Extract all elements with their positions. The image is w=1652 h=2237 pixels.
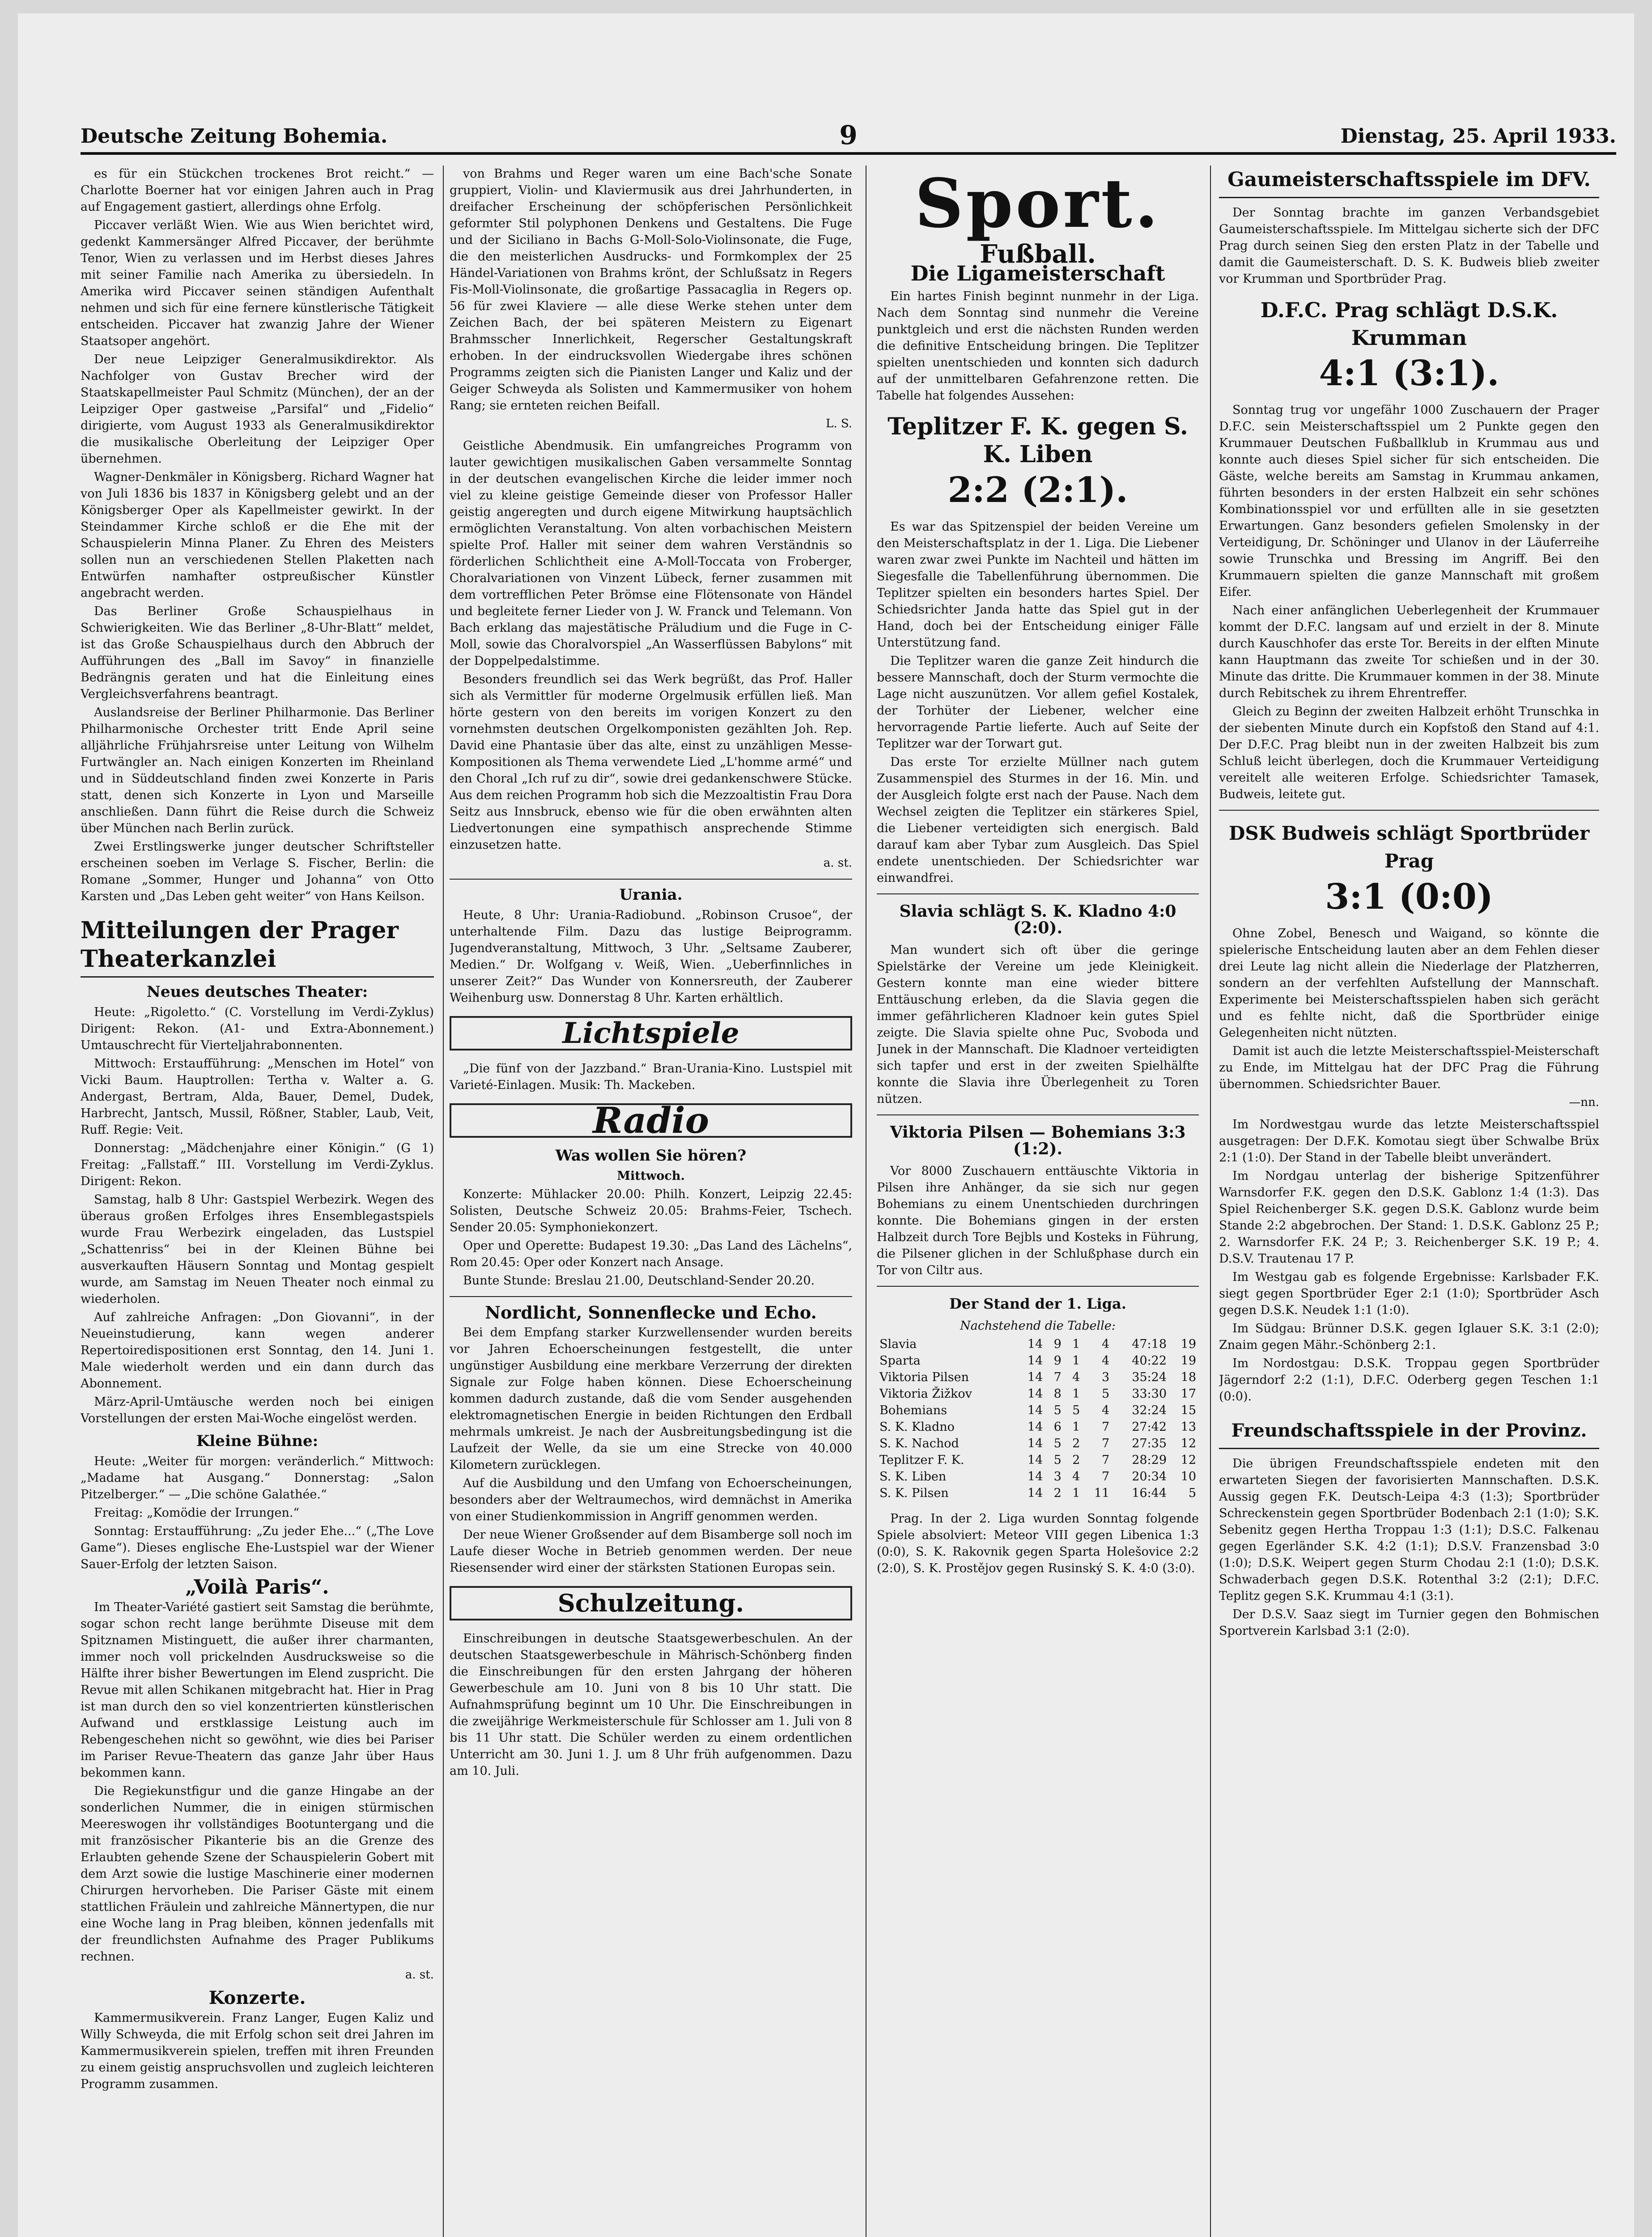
table-row — [877, 1402, 1199, 1419]
gaumeister-heading: Gaumeisterschaftsspiele im DFV. — [1219, 166, 1599, 198]
stat-cell: 4 — [1072, 1470, 1080, 1484]
article-paragraph: Auf die Ausbildung und den Umfang von Echoerscheinungen, besonders aber der Weltraumechos, wird demnächst in Amerika von einer Studienkommission in Angriff genommen werden. — [450, 1476, 852, 1523]
schulzeitung-heading: Schulzeitung. — [450, 1586, 852, 1620]
column-rule — [443, 166, 444, 2237]
stat-cell: 33:30 — [1132, 1387, 1167, 1401]
table-row — [877, 1435, 1199, 1452]
stat-cell: 7 — [1102, 1420, 1110, 1434]
stat-cell: 14 — [1027, 1420, 1043, 1434]
article-paragraph: Heute: „Rigoletto.“ (C. Vorstellung im Verdi-Zyklus) Dirigent: Rekon. (A1- und Extra-Abonnement.) Umtauschrecht für Vierteljahrabonnenten. — [81, 1005, 434, 1052]
article-paragraph: Besonders freundlich sei das Werk begrüßt, das Prof. Haller sich als Vermittler für moderne Orgelmusik erfüllen ließ. Man hörte gestern von den bereits im vorigen Konzert zu den vornehmsten deutschen Orgelkomponisten gezählten Joh. Rep. David eine Phantasie über das alte, einst zu unzähligen Messe-Kompositionen als Thema verwendete Lied „L'homme armé“ und den Choral „Ich ruf zu dir“, sowie drei gedankenschwere Stücke. Aus dem reichen Programm hob sich die Mezzoaltistin Frau Dora Seitz aus Innsbruck, ebenso wie für die oben erwähnten alten Liedvertonungen eine sympathisch ansprechende Stimme einzusetzen hatte. — [450, 672, 852, 852]
stat-cell: 27:42 — [1132, 1420, 1167, 1434]
article-paragraph: Die übrigen Freundschaftsspiele endeten mit den erwarteten Siegen der favorisierten Mannschaften. D.S.K. Aussig gegen F.K. Deutsch-Leipa 4:3 (1:3); Sportbrüder Schreckenstein gegen Sportbrüder Bodenbach 2:1 (1:0); S.K. Sebenitz gegen Hertha Troppau 1:3 (1:1); D.S.C. Falkenau gegen Egerländer S.K. 4:2 (1:1); D.S.V. Franzensbad 3:0 (1:0); D.S.K. Weipert gegen Sturm Chodau 2:1 (1:0); D.S.K. Schwaderbach gegen D.S.K. Rotenthal 3:2 (2:1); D.F.C. Teplitz gegen S.K. Krummau 4:1 (3:1). — [1219, 1457, 1599, 1603]
article-paragraph: Geistliche Abendmusik. Ein umfangreiches Programm von lauter gewichtigen musikalischen Gaben versammelte Sonntag in der deutschen evangelischen Kirche die leider immer noch viel zu kleine geistige Gemeinde dieser von Professor Haller geistig angeregten und durch eigene Mitwirkung hauptsächlich ermöglichten Veranstaltung. Von alten vorbachischen Meistern spielte Prof. Haller mit seiner dem wahren Verständnis so förderlichen Schlichtheit eine A-Moll-Toccata von Froberger, Choralvariationen von Vinzent Lübeck, ferner zusammen mit dem vortrefflichen Peter Brömse eine Flötensonate von Händel und begleitete ferner Lieder von J. W. Franck und Telemann. Von Bach erklang das majestätische Präludium und die Fuge in C-Moll, sowie das Choralvorspiel „An Wasserflüssen Babylons“ mit der Doppelpedalstimme. — [450, 439, 852, 668]
article-paragraph: Damit ist auch die letzte Meisterschaftsspiel-Meisterschaft zu Ende, im Mittelgau hat der DFC Prag die Führung übernommen. Schiedsrichter Bauer. — [1219, 1044, 1599, 1091]
stat-cell: 19 — [1181, 1337, 1196, 1351]
stat-cell: 14 — [1027, 1470, 1043, 1484]
newspaper-page — [18, 13, 1634, 2237]
sport-subheading: Fußball. — [980, 239, 1096, 269]
article-paragraph: Zwei Erstlingswerke junger deutscher Schriftsteller erscheinen soeben im Verlage S. Fischer, Berlin: die Romane „Sommer, Hunger und Johanna“ von Otto Karsten und „Das Leben geht weiter“ von Hans Keilson. — [81, 840, 434, 903]
lichtspiele-heading: Lichtspiele — [450, 1016, 852, 1050]
author-signature: a. st. — [823, 856, 852, 870]
theater-heading: Mitteilungen der Prager Theaterkanzlei — [81, 916, 434, 978]
stat-cell: 28:29 — [1132, 1453, 1167, 1467]
paris-heading: „Voilà Paris“. — [185, 1576, 329, 1599]
stat-cell: 27:35 — [1132, 1437, 1167, 1450]
friendly-heading: Freundschaftsspiele in der Provinz. — [1219, 1416, 1599, 1449]
stat-cell: 1 — [1072, 1337, 1080, 1351]
article-paragraph: „Die fünf von der Jazzband.“ Bran-Urania-Kino. Lustspiel mit Varieté-Einlagen. Musik: Th. Mackeben. — [450, 1062, 852, 1092]
stat-cell: 40:22 — [1132, 1354, 1167, 1368]
article-paragraph: Im Südgau: Brünner D.S.K. gegen Iglauer S.K. 3:1 (2:0); Znaim gegen Mähr.-Schönberg 2:1. — [1219, 1322, 1599, 1352]
stat-cell: 4 — [1072, 1370, 1080, 1384]
stat-cell: 12 — [1181, 1437, 1196, 1450]
stat-cell: 11 — [1094, 1486, 1110, 1500]
column-3 — [877, 166, 1199, 2237]
article-paragraph: Im Nordostgau: D.S.K. Troppau gegen Sportbrüder Jägerndorf 2:2 (1:1), D.F.C. Oderberg gegen Teschen 1:1 (0:0). — [1219, 1357, 1599, 1403]
column-1 — [81, 166, 434, 2237]
stat-cell: 1 — [1072, 1486, 1080, 1500]
article-paragraph: Donnerstag: „Mädchenjahre einer Königin.“ (G 1) Freitag: „Fallstaff.“ III. Vorstellung im Verdi-Zyklus. Dirigent: Rekon. — [81, 1141, 434, 1188]
stat-cell: 5 — [1188, 1486, 1196, 1500]
team-name-cell: S. K. Pilsen — [879, 1486, 949, 1500]
table-row — [877, 1485, 1199, 1501]
small-stage-heading: Kleine Bühne: — [196, 1432, 319, 1450]
article-paragraph: Der neue Leipziger Generalmusikdirektor. Als Nachfolger von Gustav Brecher wird der Staatskapellmeister Paul Schmitz (München), der an der Leipziger Oper gastweise „Parsifal“ und „Fidelio“ dirigierte, vom August 1933 als Generalmusikdirektor die musikalische Oberleitung der Leipziger Oper übernehmen. — [81, 353, 434, 466]
stat-cell: 47:18 — [1132, 1337, 1167, 1351]
team-name-cell: S. K. Nachod — [879, 1437, 959, 1450]
stat-cell: 7 — [1102, 1470, 1110, 1484]
article-paragraph: Gleich zu Beginn der zweiten Halbzeit erhöht Trunschka in der siebenten Minute durch ein Kopfstoß den Stand auf 4:1. Der D.F.C. Prag bleibt nun in der zweiten Halbzeit bis zum Schluß leicht überlegen, doch die Krummauer Verteidigung vereitelt alle weiteren Erfolge. Schiedsrichter Tamasek, Budweis, leitete gut. — [1219, 705, 1599, 801]
article-paragraph: Die Teplitzer waren die ganze Zeit hindurch die bessere Mannschaft, doch der Sturm vermochte die Lage nicht auszunützen. Vor allem gefiel Kostalek, der Torhüter der Liebener, welcher eine hervorragende Partie lieferte. Auch auf Seite der Teplitzer war der Torwart gut. — [877, 654, 1199, 751]
stat-cell: 7 — [1102, 1453, 1110, 1467]
stat-cell: 2 — [1053, 1486, 1062, 1500]
radio-item: Bunte Stunde: Breslau 21.00, Deutschland-Sender 20.20. — [463, 1274, 815, 1288]
article-paragraph: Bei dem Empfang starker Kurzwellensender wurden bereits vor Jahren Echoerscheinungen festgestellt, die unter ungünstiger Ausbildung eine merkbare Verzerrung der direkten Signale zur Folge haben können. Diese Echoerscheinung kommen dadurch zustande, daß die vom Sender ausgehenden elektromagnetischen Energie in beiden Richtungen den Erdball mehrmals umkreist. Je nach der Ausbreitungsbedingung ist die Laufzeit der Welle, da sie um eine Strecke von 40.000 Kilometern zurücklegen. — [450, 1326, 852, 1472]
article-paragraph: es für ein Stückchen trockenes Brot reicht.“ — Charlotte Boerner hat vor einigen Jahren auch in Prag auf Engagement gastiert, allerdings ohne Erfolg. — [81, 167, 434, 214]
issue-date: Dienstag, 25. April 1933. — [1340, 125, 1616, 148]
article-paragraph: Einschreibungen in deutsche Staatsgewerbeschulen. An der deutschen Staatsgewerbeschule in Mährisch-Schönberg finden die Einschreibungen für den ersten Jahrgang der höheren Gewerbeschule am 10. Juni von 8 bis 10 Uhr statt. Die Aufnahmsprüfung beginnt um 10 Uhr. Die Einschreibungen in die zweijährige Werkmeisterschule für Schlosser am 1. Juli von 8 bis 11 Uhr statt. Die Schüler werden zu einem ordentlichen Unterricht am 30. Juni 1. J. um 8 Uhr früh aufgenommen. Dazu am 10. Juli. — [450, 1632, 852, 1778]
article-paragraph: Auf zahlreiche Anfragen: „Don Giovanni“, in der Neueinstudierung, kann wegen anderer Repertoiredispositionen erst Sonntag, den 14. Juni 1. Male wiederholt werden und ein dann durch das Abonnement. — [81, 1310, 434, 1391]
stat-cell: 10 — [1181, 1470, 1196, 1484]
stat-cell: 9 — [1053, 1354, 1062, 1368]
stat-cell: 14 — [1027, 1453, 1043, 1467]
column-rule — [1210, 166, 1211, 2237]
stat-cell: 15 — [1181, 1403, 1196, 1417]
article-paragraph: Heute, 8 Uhr: Urania-Radiobund. „Robinson Crusoe“, der unterhaltende Film. Dazu das lustige Beiprogramm. Jugendveranstaltung, Mittwoch, 3 Uhr. „Seltsame Zauberer, Medien.“ Dr. Wolfgang v. Weiß, Wien. „Ueberfinnliches in unserer Zeit?“ Das Wunder von Konnersreuth, der Zauberer Weihenburg usw. Donnerstag 8 Uhr. Karten erhältlich. — [450, 908, 852, 1005]
match-heading: Viktoria Pilsen — Bohemians 3:3 (1:2). — [890, 1123, 1186, 1158]
team-name-cell: Sparta — [879, 1354, 921, 1368]
stat-cell: 32:24 — [1132, 1403, 1167, 1417]
author-signature: —nn. — [1569, 1096, 1599, 1109]
stat-cell: 9 — [1053, 1337, 1062, 1351]
radio-subheading: Was wollen Sie hören? — [555, 1147, 747, 1165]
liga-heading: Die Ligameisterschaft — [910, 261, 1165, 285]
stat-cell: 5 — [1053, 1453, 1062, 1467]
newspaper-title: Deutsche Zeitung Bohemia. — [81, 125, 388, 148]
stat-cell: 3 — [1053, 1470, 1062, 1484]
article-paragraph: Piccaver verläßt Wien. Wie aus Wien berichtet wird, gedenkt Kammersänger Alfred Piccaver, der berühmte Tenor, Wien zu verlassen und im Herbst dieses Jahres mit seiner Familie nach Amerika zu übersiedeln. In Amerika wird Piccaver seinen ständigen Aufenthalt nehmen und sich für eine fernere künstlerische Tätigkeit entscheiden. Piccaver hat zwanzig Jahre der Wiener Staatsoper angehört. — [81, 218, 434, 348]
stat-cell: 20:34 — [1132, 1470, 1167, 1484]
stat-cell: 5 — [1053, 1403, 1062, 1417]
table-row — [877, 1352, 1199, 1369]
section-divider — [1219, 810, 1599, 811]
article-paragraph: Im Nordwestgau wurde das letzte Meisterschaftsspiel ausgetragen: Der D.F.K. Komotau siegt über Schwalbe Brüx 2:1 (1:0). Der Stand in der Tabelle bleibt unverändert. — [1219, 1118, 1599, 1165]
stat-cell: 35:24 — [1132, 1370, 1167, 1384]
article-paragraph: Der D.S.V. Saaz siegt im Turnier gegen den Bohmischen Sportverein Karlsbad 3:1 (2:0). — [1219, 1608, 1599, 1638]
column-4 — [1219, 166, 1599, 2237]
match-heading: Teplitzer F. K. gegen S. K. Liben — [888, 413, 1188, 468]
team-name-cell: Viktoria Pilsen — [879, 1370, 969, 1384]
table-heading: Der Stand der 1. Liga. — [949, 1295, 1126, 1312]
league-table — [877, 1336, 1199, 1501]
table-row — [877, 1419, 1199, 1435]
article-paragraph: Nach einer anfänglichen Ueberlegenheit der Krummauer kommt der D.F.C. langsam auf und erzielt in der 8. Minute durch Kauschhofer das erste Tor. Bereits in der elften Minute kann Hauptmann das zweite Tor schießen und in der 30. Minute das dritte. Die Krummauer kommen in der 38. Minute durch Rebitschek zu ihrem Ehrentreffer. — [1219, 604, 1599, 700]
radio-heading: Radio — [450, 1103, 852, 1138]
article-paragraph: Vor 8000 Zuschauern enttäuschte Viktoria in Pilsen ihre Anhänger, da sie sich nur gegen Bohemians zu einem Unentschieden durchringen konnte. Die Bohemians gingen in der ersten Halbzeit durch Tore Bejbls und Kosteks in Führung, die Pilsener glichen in der Schlußphase durch ein Tor von Ciltr aus. — [877, 1164, 1199, 1277]
author-signature: L. S. — [826, 417, 852, 430]
nordlicht-heading: Nordlicht, Sonnenflecke und Echo. — [485, 1302, 817, 1323]
stat-cell: 6 — [1053, 1420, 1062, 1434]
article-paragraph: Die Regiekunstfigur und die ganze Hingabe an der sonderlichen Nummer, die in einigen stürmischen Meereswogen ihr vollständiges Bootuntergang und die mit französischer Pikanterie bis an die Grenze des Erlaubten gehende Szene der Schauspielerin Gobert mit dem Arzt sowie die lustige Maschinerie einer modernen Chirurgen hervorheben. Die Pariser Gäste mit einem stattlichen Fräulein und zahlreiche Männertypen, die nur eine Woche lang in Prag bleiben, können jedenfalls mit der freundlichsten Aufnahme des Prager Publikums rechnen. — [81, 1784, 434, 1964]
stat-cell: 14 — [1027, 1437, 1043, 1450]
stat-cell: 5 — [1053, 1437, 1062, 1450]
radio-item: Oper und Operette: Budapest 19.30: „Das Land des Lächelns“, Rom 20.45: Oper oder Konzert nach Ansage. — [450, 1239, 852, 1269]
konzerte-heading: Konzerte. — [208, 1987, 306, 2008]
stat-cell: 14 — [1027, 1486, 1043, 1500]
sport-section-title: Sport. — [915, 166, 1161, 243]
stat-cell: 5 — [1072, 1403, 1080, 1417]
article-paragraph: Heute: „Weiter für morgen: veränderlich.“ Mittwoch: „Madame hat Ausgang.“ Donnerstag: „Salon Pitzelberger.“ — „Die schöne Galathée.“ — [81, 1454, 434, 1501]
match-heading: D.F.C. Prag schlägt D.S.K. Krumman — [1260, 298, 1558, 350]
section-divider — [877, 1286, 1199, 1287]
match-score: 3:1 (0:0) — [1325, 876, 1493, 917]
page-number: 9 — [839, 120, 858, 150]
table-subheading: Nachstehend die Tabelle: — [960, 1319, 1116, 1333]
stat-cell: 4 — [1102, 1403, 1110, 1417]
stat-cell: 1 — [1072, 1387, 1080, 1401]
article-paragraph: Samstag, halb 8 Uhr: Gastspiel Werbezirk. Wegen des überaus großen Erfolges ihres Ensemblegastspiels wurde Frau Werbezirk eingeladen, das Lustspiel „Schattenriss“ bei in der Kleinen Bühne bei ausverkauften Häusern Sonntag und Montag gespielt wurde, am Samstag im Neuen Theater noch einmal zu wiederholen. — [81, 1193, 434, 1306]
table-row — [877, 1336, 1199, 1352]
stat-cell: 14 — [1027, 1337, 1043, 1351]
article-paragraph: Auslandsreise der Berliner Philharmonie. Das Berliner Philharmonische Orchester tritt Ende April seine alljährliche Frühjahrsreise unter Leitung von Wilhelm Furtwängler an. Nach einigen Konzerten im Rheinland und in Süddeutschland finden zwei Konzerte in Paris statt, denen sich Konzerte in Lyon und Marseille anschließen. Dann führt die Reise durch die Schweiz über München nach Berlin zurück. — [81, 706, 434, 835]
table-row — [877, 1468, 1199, 1485]
table-row — [877, 1452, 1199, 1468]
article-paragraph: Im Theater-Variété gastiert seit Samstag die berühmte, sogar schon recht lange berühmte Diseuse mit dem Spitznamen Mistinguett, die außer ihrer charmanten, immer noch voll prickelnden Ausdrucksweise so die Hälfte ihrer bisher Bewertungen im Elend zuspricht. Die Revue mit allen Schikanen mitgebracht hat. Hier in Prag ist man durch den so viel konzentrierten künstlerischen Aufwand und erstklassige Leistung auch im Rebengeschehen nicht so gewöhnt, wie dies bei Pariser im Pariser Revue-Theatern das ganze Jahr über Haus bekommen kann. — [81, 1600, 434, 1780]
team-name-cell: Slavia — [879, 1337, 917, 1351]
match-score: 4:1 (3:1). — [1319, 353, 1499, 394]
stat-cell: 2 — [1072, 1437, 1080, 1450]
stat-cell: 14 — [1027, 1370, 1043, 1384]
radio-item: Konzerte: Mühlacker 20.00: Philh. Konzert, Leipzig 22.45: Solisten, Deutsche Schweiz 20.05: Brahms-Feier, Tschech. Sender 20.05: Symphoniekonzert. — [450, 1187, 852, 1234]
article-paragraph: Im Westgau gab es folgende Ergebnisse: Karlsbader F.K. siegt gegen Sportbrüder Eger 2:1 (1:0); Sportbrüder Asch gegen D.S.K. Neudek 1:1 (1:0). — [1219, 1270, 1599, 1317]
stat-cell: 4 — [1102, 1337, 1110, 1351]
stat-cell: 18 — [1181, 1370, 1196, 1384]
stat-cell: 5 — [1102, 1387, 1110, 1401]
masthead — [81, 121, 1616, 155]
stat-cell: 14 — [1027, 1387, 1043, 1401]
team-name-cell: Bohemians — [879, 1403, 947, 1417]
column-2 — [450, 166, 852, 2237]
stat-cell: 3 — [1102, 1370, 1110, 1384]
theater-subheading: Neues deutsches Theater: — [146, 983, 368, 1001]
stat-cell: 12 — [1181, 1453, 1196, 1467]
section-divider — [877, 893, 1199, 894]
article-paragraph: Kammermusikverein. Franz Langer, Eugen Kaliz und Willy Schweyda, die mit Erfolg schon seit drei Jahren im Kammermusikverein spielen, treffen mit ihren Freunden zu einem geistig anspruchsvollen und zugleich leichteren Programm zusammen. — [81, 2011, 434, 2091]
team-name-cell: Teplitzer F. K. — [879, 1453, 964, 1467]
match-score: 2:2 (2:1). — [947, 470, 1128, 510]
article-paragraph: Der Sonntag brachte im ganzen Verbandsgebiet Gaumeisterschaftsspiele. Im Mittelgau sicherte sich der DFC Prag durch seinen Sieg den ersten Platz in der Tabelle und damit die Gaumeisterschaft. D. S. K. Budweis blieb zweiter vor Krumman und Sportbrüder Prag. — [1219, 206, 1599, 286]
stat-cell: 19 — [1181, 1354, 1196, 1368]
article-paragraph: Im Nordgau unterlag der bisherige Spitzenführer Warnsdorfer F.K. gegen den D.S.K. Gablonz 1:4 (1:3). Das Spiel Reichenberger S.K. gegen D.S.K. Gablonz wurde beim Stande 2:2 abgebrochen. Der Stand: 1. D.S.K. Gablonz 25 P.; 2. Warnsdorfer F.K. 24 P.; 3. Reichenberger S.K. 19 P.; 4. D.S.V. Trautenau 17 P. — [1219, 1169, 1599, 1266]
article-paragraph: Sonntag: Erstaufführung: „Zu jeder Ehe...“ („The Love Game“). Dieses englische Ehe-Lustspiel war der Wiener Sauer-Erfolg der letzten Saison. — [81, 1524, 434, 1571]
stat-cell: 14 — [1027, 1354, 1043, 1368]
team-name-cell: S. K. Kladno — [879, 1420, 955, 1434]
author-signature: a. st. — [405, 1968, 434, 1982]
stat-cell: 16:44 — [1132, 1486, 1167, 1500]
article-paragraph: Der neue Wiener Großsender auf dem Bisamberge soll noch im Laufe dieser Woche in Betrieb genommen werden. Der neue Riesensender wird einer der stärksten Stationen Europas sein. — [450, 1528, 852, 1575]
table-row — [877, 1386, 1199, 1402]
radio-day: Mittwoch. — [617, 1169, 685, 1183]
stat-cell: 2 — [1072, 1453, 1080, 1467]
team-name-cell: Viktoria Žižkov — [879, 1387, 972, 1401]
article-paragraph: Man wundert sich oft über die geringe Spielstärke der Vereine um jede Kleinigkeit. Gestern konnte man eine wieder bittere Enttäuschung erleben, da die Slavia gegen die immer gefährlicheren Kladnoer kein gutes Spiel zeigte. Die Slavia spielte ohne Puc, Svoboda und Junek in der Mannschaft. Die Kladnoer verteidigten sich tapfer und erst in der zweiten Spielhälfte konnte die Slavia ihre Überlegenheit zu Toren nützen. — [877, 943, 1199, 1106]
article-paragraph: von Brahms und Reger waren um eine Bach'sche Sonate gruppiert, Violin- und Klaviermusik aus drei Jahrhunderten, in dreifacher Erscheinung der schöpferischen Persönlichkeit geformter Stil polyphonen Denkens und Gestaltens. Die Fuge und der Siciliano in Bachs G-Moll-Solo-Violinsonate, die Fuge, die den meisterlichen Ausdrucks- und Formkomplex der 25 Händel-Variationen von Brahms krönt, der Schlußsatz in Regers Fis-Moll-Violinsonate, die großartige Passacaglia in Regers op. 56 für zwei Klaviere — alle diese Werke stehen unter dem Zeichen Bach, der bei späteren Meistern zu Eigenart Brahmsscher Innerlichkeit, Regerscher Gestaltungskraft erhoben. In der eindrucksvollen Wiedergabe ihres schönen Programms zeigten sich die Pianisten Langer und Kaliz und der Geiger Schweyda als Solisten und Kammermusiker von hohem Rang; sie ernteten reichen Beifall. — [450, 167, 852, 413]
article-paragraph: Freitag: „Komödie der Irrungen.“ — [94, 1506, 300, 1520]
stat-cell: 1 — [1072, 1354, 1080, 1368]
stat-cell: 8 — [1053, 1387, 1062, 1401]
match-heading: Slavia schlägt S. K. Kladno 4:0 (2:0). — [899, 902, 1176, 937]
stat-cell: 14 — [1027, 1403, 1043, 1417]
article-paragraph: Mittwoch: Erstaufführung: „Menschen im Hotel“ von Vicki Baum. Hauptrollen: Tertha v. Walter a. G. Andergast, Bertram, Alda, Bauer, Demel, Dudek, Harbrecht, Jantsch, Mussil, Rößner, Stabler, Laub, Veit, Ruff. Regie: Veit. — [81, 1057, 434, 1137]
article-paragraph: Wagner-Denkmäler in Königsberg. Richard Wagner hat von Juli 1836 bis 1837 in Königsberg gelebt und an der Königsberger Oper als Kapellmeister gewirkt. In der Steindammer Kirche schloß er die Ehe mit der Schauspielerin Minna Planer. Zu Ehren des Meisters sollen nun an verschiedenen Stellen Plaketten nach Entwürfen namhafter ostpreußischer Künstler angebracht werden. — [81, 470, 434, 600]
section-divider — [450, 1296, 852, 1297]
urania-heading: Urania. — [619, 886, 683, 904]
article-paragraph: Das Berliner Große Schauspielhaus in Schwierigkeiten. Wie das Berliner „8-Uhr-Blatt“ meldet, ist das Große Schauspielhaus durch den Abbruch der Aufführungen des „Ball im Savoy“ in finanzielle Bedrängnis geraten und hat die Einleitung eines Vergleichsverfahrens beantragt. — [81, 604, 434, 701]
stat-cell: 17 — [1181, 1387, 1196, 1401]
article-paragraph: Sonntag trug vor ungefähr 1000 Zuschauern der Prager D.F.C. sein Meisterschaftsspiel um 2 Punkte gegen den Krummauer Deutschen Fußballklub in Krummau aus und konnte auch dieses Spiel sicher für sich entscheiden. Die Gäste, welche bereits am Samstag in Krummau ankamen, führten besonders in der ersten Halbzeit ein sehr schönes Kombinationsspiel vor und erfüllten alle in sie gesetzten Erwartungen. Ganz besonders gefielen Smolensky in der Verteidigung, Dr. Schöninger und Ulanov in der Läuferreihe sowie Trunschka und Bressing im Angriff. Bei den Krummauern spielten die ganze Mannschaft mit großem Eifer. — [1219, 403, 1599, 599]
match-heading: DSK Budweis schlägt Sportbrüder Prag — [1228, 822, 1590, 872]
section-divider — [450, 879, 852, 880]
article-paragraph: Prag. In der 2. Liga wurden Sonntag folgende Spiele absolviert: Meteor VIII gegen Libenica 1:3 (0:0), S. K. Rakovnik gegen Sparta Holešovice 2:2 (2:0), S. K. Prostějov gegen Rusinský S. K. 4:0 (3:0). — [877, 1512, 1199, 1575]
section-divider — [877, 1114, 1199, 1115]
stat-cell: 1 — [1072, 1420, 1080, 1434]
article-paragraph: März-April-Umtäusche werden noch bei einigen Vorstellungen der ersten Mai-Woche eingelöst werden. — [81, 1395, 434, 1425]
article-paragraph: Ein hartes Finish beginnt nunmehr in der Liga. Nach dem Sonntag sind nunmehr die Vereine punktgleich und erst die nächsten Runden werden die definitive Entscheidung bringen. Die Teplitzer spielten unentschieden und konnten sich dadurch auf der unmittelbaren Gefahrenzone retten. Die Tabelle hat folgendes Aussehen: — [877, 289, 1199, 403]
article-paragraph: Ohne Zobel, Benesch und Waigand, so könnte die spielerische Entscheidung lauten aber an dem Fehlen dieser drei Leute lag nicht allein die Niederlage der Platzherren, sondern an der verfehlten Aufstellung der Mannschaft. Experimente bei Meisterschaftsspielen haben sich gerächt und es fehlte nicht, daß die Sportbrüder einige Gelegenheiten nicht nützten. — [1219, 927, 1599, 1040]
article-paragraph: Es war das Spitzenspiel der beiden Vereine um den Meisterschaftsplatz in der 1. Liga. Die Liebener waren zwar zwei Punkte im Nachteil und hätten im Siegesfalle die Tabellenführung übernommen. Die Teplitzer spielten ein besonders hartes Spiel. Der Schiedsrichter Janda hatte das Spiel gut in der Hand, doch bei der Entscheidung einiger Fälle Unterstützung fand. — [877, 520, 1199, 650]
table-row — [877, 1369, 1199, 1386]
stat-cell: 7 — [1102, 1437, 1110, 1450]
stat-cell: 13 — [1181, 1420, 1196, 1434]
team-name-cell: S. K. Liben — [879, 1470, 947, 1484]
stat-cell: 7 — [1053, 1370, 1062, 1384]
stat-cell: 4 — [1102, 1354, 1110, 1368]
article-paragraph: Das erste Tor erzielte Müllner nach gutem Zusammenspiel des Sturmes in der 16. Min. und der Ausgleich folgte erst nach der Pause. Nach dem Wechsel zeigten die Teplitzer ein stärkeres Spiel, die Liebener verteidigten sich energisch. Bald darauf kam aber Tybar zum Ausgleich. Das Spiel endete unentschieden. Der Schiedsrichter war einwandfrei. — [877, 755, 1199, 885]
